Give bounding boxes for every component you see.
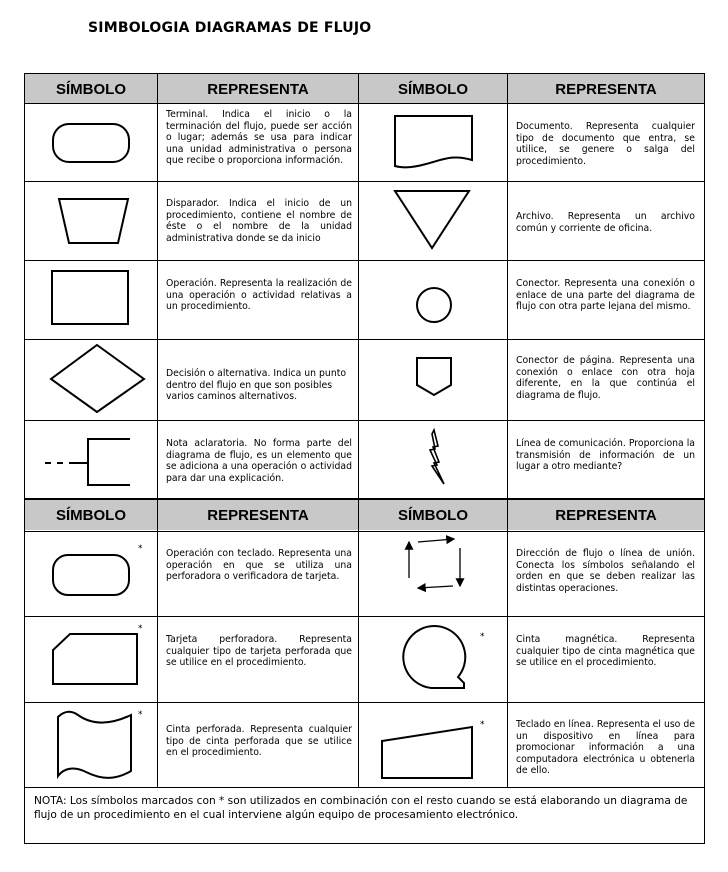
- header-representa-3: REPRESENTA: [158, 500, 358, 530]
- grid-line: [24, 260, 705, 261]
- page-connector-description: Conector de página. Representa una conexión o enlace con otra hoja diferente, en la que continúa el diagrama de flujo.: [516, 355, 695, 401]
- decision-diamond-icon: [40, 342, 150, 418]
- grid-line: [24, 103, 705, 104]
- grid-line: [24, 787, 705, 788]
- grid-line: [157, 74, 158, 788]
- archive-description: Archivo. Representa un archivo común y corriente de oficina.: [516, 211, 695, 234]
- header-simbolo-4: SÍMBOLO: [359, 500, 507, 530]
- grid-line: [24, 498, 705, 500]
- grid-line: [24, 702, 705, 703]
- punched-tape-description: Cinta perforada. Representa cualquier tipo de cinta perforada que se utilice en el procedimiento.: [166, 724, 352, 758]
- annotation-description: Nota aclaratoria. No forma parte del diagrama de flujo, es un elemento que se adiciona a una operación o actividad para dar una explicación.: [166, 438, 352, 484]
- punched-tape-icon: [40, 708, 150, 784]
- punched-card-icon: [40, 624, 150, 694]
- electronic-marker: *: [480, 632, 485, 642]
- header-representa-4: REPRESENTA: [508, 500, 704, 530]
- magnetic-tape-description: Cinta magnética. Representa cualquier tipo de cinta magnética que se utilice en el procedimiento.: [516, 634, 695, 668]
- operation-rectangle-icon: [40, 268, 150, 330]
- grid-line: [507, 74, 508, 788]
- punched-card-description: Tarjeta perforadora. Representa cualquier tipo de tarjeta perforada que se utilice en el procedimiento.: [166, 634, 352, 668]
- magnetic-tape-icon: [380, 620, 490, 696]
- keyboard-operation-icon: [40, 540, 150, 610]
- page-connector-icon: [380, 346, 490, 408]
- document-icon: [380, 108, 490, 176]
- grid-line: [24, 339, 705, 340]
- trigger-description: Disparador. Indica el inicio de un procedimiento, contiene el nombre de éste o el nombre de la unidad administrativa donde se da inicio: [166, 198, 352, 244]
- grid-line: [24, 181, 705, 182]
- header-simbolo-3: SÍMBOLO: [25, 500, 157, 530]
- archive-triangle-icon: [380, 184, 490, 254]
- connector-circle-icon: [380, 268, 490, 334]
- online-keyboard-icon: [380, 720, 490, 784]
- header-simbolo-2: SÍMBOLO: [359, 74, 507, 104]
- keyboard-operation-description: Operación con teclado. Representa una operación en que se utiliza una perforadora o verificadora de tarjeta.: [166, 548, 352, 582]
- electronic-marker: *: [138, 544, 143, 554]
- electronic-marker: *: [480, 720, 485, 730]
- electronic-marker: *: [138, 710, 143, 720]
- footnote: NOTA: Los símbolos marcados con * son utilizados en combinación con el resto cuando se está elaborando un diagrama de flujo de un procedimiento en el cual interviene algún equipo de procesamiento electrónico.: [34, 795, 688, 821]
- annotation-bracket-icon: [40, 428, 150, 492]
- terminal-description: Terminal. Indica el inicio o la terminación del flujo, puede ser acción o lugar; además se usa para indicar una unidad administrativa o persona que recibe o proporciona información.: [166, 109, 352, 166]
- header-simbolo-1: SÍMBOLO: [25, 74, 157, 104]
- grid-line: [24, 420, 705, 421]
- flow-direction-arrows-icon: [380, 534, 490, 612]
- decision-description: Decisión o alternativa. Indica un punto dentro del flujo en que son posibles varios caminos alternativos.: [166, 368, 347, 402]
- header-representa-2: REPRESENTA: [508, 74, 704, 104]
- grid-line: [358, 74, 359, 788]
- connector-description: Conector. Representa una conexión o enlace de una parte del diagrama de flujo con otra parte lejana del mismo.: [516, 278, 695, 312]
- page-title: SIMBOLOGIA DIAGRAMAS DE FLUJO: [88, 20, 372, 36]
- document-description: Documento. Representa cualquier tipo de documento que entra, se utilice, se genere o salga del procedimiento.: [516, 121, 695, 167]
- online-keyboard-description: Teclado en línea. Representa el uso de un dispositivo en línea para promocionar información a una computadora electrónica u obtenerla de ello.: [516, 719, 695, 776]
- communication-line-icon: [380, 426, 490, 492]
- grid-line: [24, 616, 705, 617]
- electronic-marker: *: [138, 624, 143, 634]
- grid-line: [24, 531, 705, 532]
- terminal-icon: [40, 112, 150, 174]
- header-representa-1: REPRESENTA: [158, 74, 358, 104]
- communication-line-description: Línea de comunicación. Proporciona la transmisión de información de un lugar a otro mediante?: [516, 438, 695, 472]
- flow-direction-description: Dirección de flujo o línea de unión. Conecta los símbolos señalando el orden en que se deben realizar las distintas operaciones.: [516, 548, 695, 594]
- trigger-trapezoid-icon: [40, 190, 150, 252]
- operation-description: Operación. Representa la realización de una operación o actividad relativas a un procedimiento.: [166, 278, 352, 312]
